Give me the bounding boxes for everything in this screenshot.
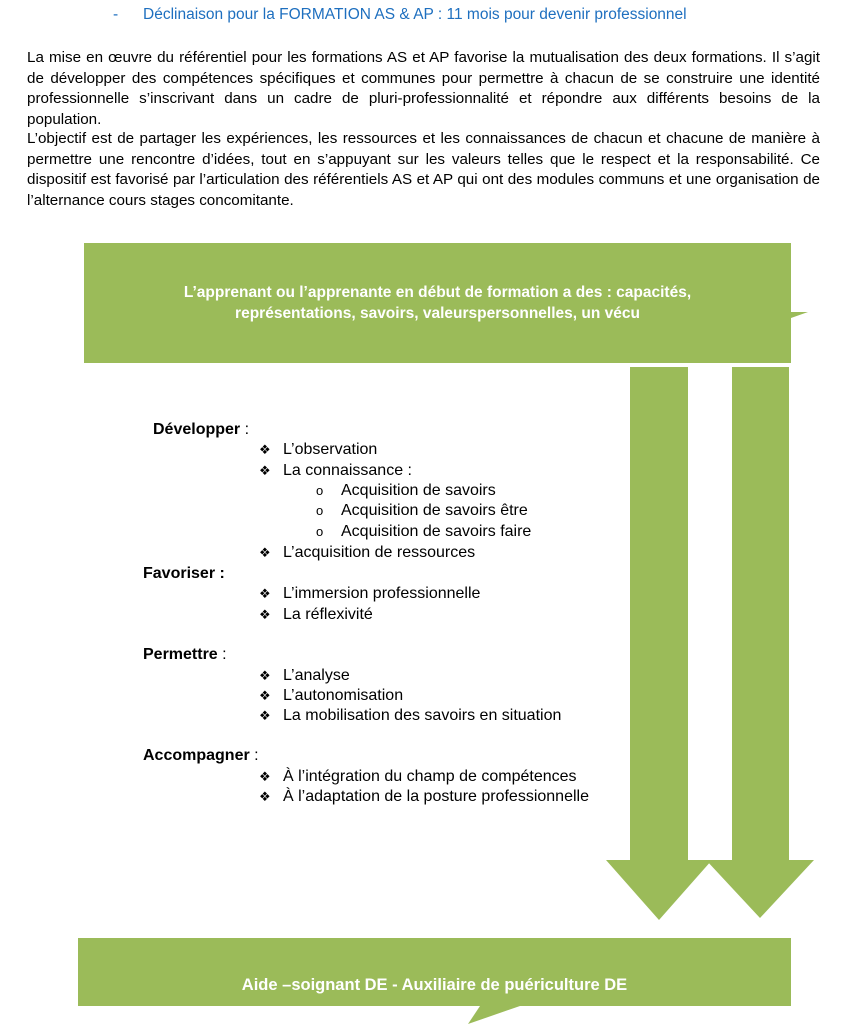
circle-bullet-icon: o — [316, 483, 324, 498]
list-item: ❖ L’immersion professionnelle — [259, 584, 480, 604]
developper-heading — [153, 420, 249, 440]
permettre-heading — [143, 645, 227, 665]
diamond-bullet-icon: ❖ — [259, 586, 271, 601]
bottom-box — [78, 938, 791, 1006]
box-pointer-top — [791, 312, 808, 318]
heading-dash: - — [113, 6, 119, 23]
bottom-box-text: Aide –soignant DE - Auxiliaire de puériculture DE — [241, 975, 628, 994]
favoriser-label: Favoriser : — [143, 565, 225, 582]
arrow-label-representations: Représentations professionnelles — [608, 446, 633, 772]
list-item: ❖ L’acquisition de ressources — [259, 543, 475, 563]
list-item: ❖ L’autonomisation — [259, 686, 403, 706]
list-item: ❖ À l’intégration du champ de compétences — [259, 767, 577, 787]
diamond-bullet-icon: ❖ — [259, 688, 271, 703]
accompagner-heading — [143, 746, 259, 766]
list-item: ❖ La réflexivité — [259, 605, 373, 625]
top-box-text: L’apprenant ou l’apprenante en début de formation a des : capacités, représentations, savoirs, valeurspersonnelles, un vécu — [183, 284, 692, 322]
sub-list-item: o Acquisition de savoirs — [316, 481, 496, 501]
diamond-bullet-icon: ❖ — [259, 545, 271, 560]
diamond-bullet-icon: ❖ — [259, 708, 271, 723]
permettre-suffix: : — [217, 646, 227, 663]
diamond-bullet-icon: ❖ — [259, 442, 271, 457]
accompagner-label: Accompagner — [143, 747, 250, 764]
diamond-bullet-icon: ❖ — [259, 769, 271, 784]
list-item: ❖ À l’adaptation de la posture professionnelle — [259, 787, 589, 807]
sub-list-item: o Acquisition de savoirs faire — [316, 522, 531, 542]
heading-text: Déclinaison pour la FORMATION AS & AP : 11 mois pour devenir professionnel — [143, 6, 687, 23]
intro-paragraph: La mise en œuvre du référentiel pour les formations AS et AP favorise la mutualisation des deux formations. Il s’agit de développer des compétences spécifiques et communes pour permettre à chacun de se construire une identité professionnelle s’inscrivant dans un cadre de pluri-professionnalité et répondre aux différents besoins de la population. — [27, 49, 820, 128]
developper-label: Développer — [153, 421, 241, 438]
diamond-bullet-icon: ❖ — [259, 668, 271, 683]
sub-list-item: o Acquisition de savoirs être — [316, 501, 528, 521]
permettre-label: Permettre — [143, 646, 218, 663]
list-item: ❖ La connaissance : — [259, 461, 412, 481]
favoriser-heading — [143, 564, 225, 584]
list-item: ❖ La mobilisation des savoirs en situation — [259, 706, 561, 726]
objective-paragraph: L’objectif est de partager les expériences, les ressources et les connaissances de chacun et chacune de manière à permettre une rencontre d’idées, tout en s’appuyant sur les valeurs telles que le respect et la responsabilité. Ce dispositif est favorisé par l’articulation des référentiels AS et AP qui ont des modules communs et une organisation de l’alternance cours stages concomitante. — [27, 130, 820, 209]
arrow-representations — [706, 367, 814, 918]
list-item: ❖ L’analyse — [259, 666, 350, 686]
circle-bullet-icon: o — [316, 524, 324, 539]
diamond-bullet-icon: ❖ — [259, 789, 271, 804]
diamond-bullet-icon: ❖ — [259, 607, 271, 622]
arrow-label-posture: Une posture professionnelle — [503, 494, 528, 768]
accompagner-suffix: : — [249, 747, 259, 764]
list-item: ❖ L’observation — [259, 440, 377, 460]
developper-suffix: : — [240, 421, 250, 438]
diamond-bullet-icon: ❖ — [259, 463, 271, 478]
circle-bullet-icon: o — [316, 503, 324, 518]
